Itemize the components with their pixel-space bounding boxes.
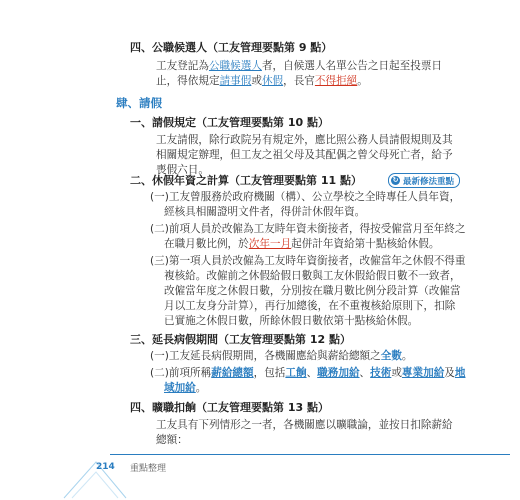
list-item-cont: 域加給。 [164, 382, 207, 394]
list-item: (一)工友曾服務於政府機關（構）、公立學校之全時專任人員年資， [150, 191, 461, 203]
paragraph-line: 喪假六日。 [156, 164, 209, 176]
list-item: (一)工友延長病假期間，各機關應給與薪給總額之全數。 [150, 350, 413, 362]
refresh-icon: ↻ [392, 176, 399, 184]
paragraph-line: 工友具有下列情形之一者，各機關應以曠職論，並按日扣除薪給 [156, 419, 453, 431]
list-item: (三)第一項人員於改僱為工友時年資銜接者，改僱當年之休假不得重 [150, 255, 466, 267]
chapter-heading: 肆、請假 [116, 96, 162, 110]
list-item: (二)前項所稱薪給總額，包括工餉、職務加給、技術或專業加給及地 [150, 367, 466, 379]
paragraph-line: 工友登記為公職候選人者，自候選人名單公告之日起至投票日 [156, 60, 443, 72]
list-item-cont: 已實施之休假日數，所餘休假日數依第十點核給休假。 [164, 315, 419, 327]
update-badge: ↻ 最新修法重點 [388, 173, 460, 188]
list-item-cont: 在職月數比例，於次年一月起併計年資給第十點核給休假。 [164, 238, 440, 250]
footer-rule [110, 454, 510, 455]
section-heading: 四、公職候選人（工友管理要點第 9 點） [130, 41, 333, 54]
list-item-cont: 月以工友身分計算），再行加總後，在不重複核給原則下，扣除 [164, 300, 456, 312]
footer-decoration [60, 440, 130, 500]
paragraph-line: 相關規定辦理，但工友之祖父母及其配偶之曾父母死亡者，給予 [156, 149, 453, 161]
paragraph-line: 止，得依規定請事假或休假，長官不得拒絕。 [156, 75, 368, 87]
section-heading: 三、延長病假期間（工友管理要點第 12 點） [130, 333, 351, 346]
list-item-cont: 改僱當年度之休假日數，分別按在職月數比例分段計算（改僱當 [164, 285, 461, 297]
list-item-cont: 經核具相關證明文件者，得併計休假年資。 [164, 206, 366, 218]
footer-title: 重點整理 [130, 464, 167, 474]
paragraph-line: 工友請假，除行政院另有規定外，應比照公務人員請假規則及其 [156, 134, 453, 146]
list-item: (二)前項人員於改僱為工友時年資未銜接者，得按受僱當月至年終之 [150, 223, 466, 235]
paragraph-line: 總額： [156, 434, 188, 446]
section-heading: 四、曠職扣餉（工友管理要點第 13 點） [130, 401, 329, 414]
page-number: 214 [96, 462, 115, 472]
section-heading: 二、休假年資之計算（工友管理要點第 11 點） [130, 174, 362, 187]
list-item-cont: 複核給。改僱前之休假給假日數與工友休假給假日數不一致者， [164, 270, 461, 282]
section-heading: 一、請假規定（工友管理要點第 10 點） [130, 116, 329, 129]
